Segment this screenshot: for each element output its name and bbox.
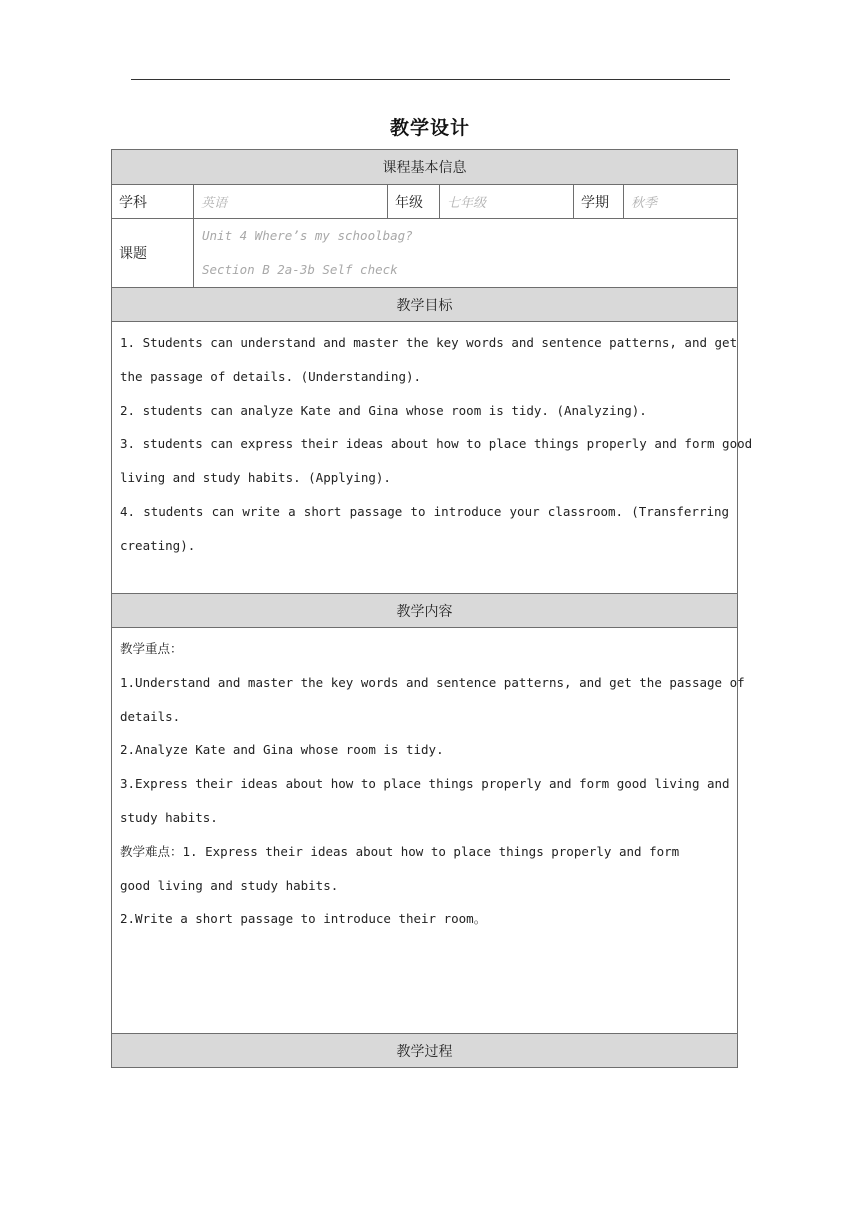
grade-label: 年级 bbox=[388, 185, 440, 219]
objective-line: creating). bbox=[120, 537, 196, 553]
subject-label: 学科 bbox=[112, 185, 194, 219]
objective-line: 3. students can express their ideas about how to place things properly and form good bbox=[120, 436, 753, 452]
content-line: good living and study habits. bbox=[120, 877, 339, 893]
grade-value: 七年级 bbox=[440, 185, 574, 219]
document-title: 教学设计 bbox=[389, 117, 470, 139]
content-line: 3.Express their ideas about how to place things properly and form good living and bbox=[120, 776, 730, 792]
objective-line: living and study habits. (Applying). bbox=[120, 470, 391, 486]
topic-line: Unit 4 Where’s my schoolbag? bbox=[202, 228, 413, 243]
content-header: 教学内容 bbox=[112, 594, 738, 628]
content-line: 教学难点：1. Express their ideas about how to place things properly and form bbox=[120, 843, 680, 859]
objectives-header: 教学目标 bbox=[112, 288, 738, 322]
objective-line: 2. students can analyze Kate and Gina whose room is tidy. (Analyzing). bbox=[120, 402, 647, 418]
content-line: 教学重点： bbox=[120, 641, 183, 656]
content-line: 1.Understand and master the key words and sentence patterns, and get the passage of bbox=[120, 674, 745, 690]
term-value: 秋季 bbox=[624, 185, 738, 219]
term-label: 学期 bbox=[574, 185, 624, 219]
topic-value bbox=[194, 219, 738, 288]
lesson-plan-table bbox=[111, 149, 753, 1068]
content-line: 2.Analyze Kate and Gina whose room is tidy. bbox=[120, 742, 444, 758]
objective-line: the passage of details. (Understanding). bbox=[120, 368, 422, 384]
header-rule bbox=[131, 79, 730, 80]
content-line: study habits. bbox=[120, 809, 218, 825]
process-header: 教学过程 bbox=[112, 1034, 738, 1068]
objective-line: 1. Students can understand and master the key words and sentence patterns, and get bbox=[120, 335, 738, 350]
content-line: details. bbox=[120, 708, 181, 724]
objective-line: 4. students can write a short passage to introduce your classroom. (Transferring bbox=[120, 503, 730, 519]
objectives-body bbox=[112, 322, 753, 594]
subject-value: 英语 bbox=[194, 185, 388, 219]
topic-label: 课题 bbox=[112, 219, 194, 288]
basic-info-header: 课程基本信息 bbox=[112, 150, 738, 185]
topic-line: Section B 2a-3b Self check bbox=[202, 262, 398, 277]
content-body bbox=[112, 628, 745, 1034]
content-line: 2.Write a short passage to introduce their room。 bbox=[120, 911, 487, 927]
